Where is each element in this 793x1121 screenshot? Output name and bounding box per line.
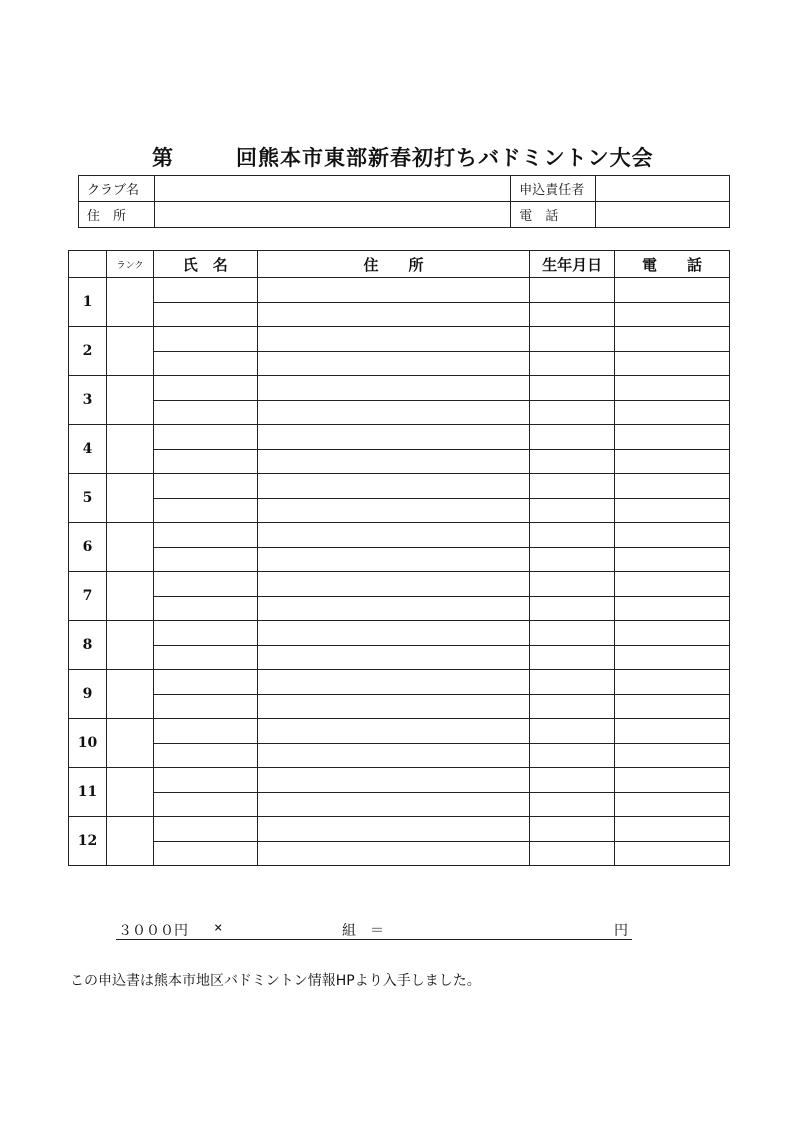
- name-cell[interactable]: [153, 719, 257, 744]
- name-cell[interactable]: [153, 278, 257, 303]
- name-cell[interactable]: [153, 645, 257, 670]
- address-cell[interactable]: [257, 694, 530, 719]
- phone-cell[interactable]: [615, 449, 730, 474]
- address-cell[interactable]: [257, 425, 530, 450]
- rank-cell[interactable]: [106, 523, 153, 572]
- address-cell[interactable]: [257, 596, 530, 621]
- roster-row-sub: [69, 645, 730, 670]
- address-cell[interactable]: [257, 327, 530, 352]
- rank-cell[interactable]: [106, 670, 153, 719]
- roster-row-sub: [69, 351, 730, 376]
- birthdate-cell[interactable]: [530, 327, 615, 352]
- rank-cell[interactable]: [106, 719, 153, 768]
- responsible-person-field[interactable]: [596, 176, 730, 202]
- name-cell[interactable]: [153, 596, 257, 621]
- row-number: 10: [69, 719, 107, 768]
- phone-cell[interactable]: [615, 596, 730, 621]
- roster-row-sub: [69, 596, 730, 621]
- rank-cell[interactable]: [106, 572, 153, 621]
- address-cell[interactable]: [257, 498, 530, 523]
- row-number: 12: [69, 817, 107, 866]
- roster-row: [69, 817, 730, 842]
- name-cell[interactable]: [153, 621, 257, 646]
- phone-cell[interactable]: [615, 572, 730, 597]
- header-number: [69, 251, 107, 278]
- address-cell[interactable]: [257, 645, 530, 670]
- birthdate-cell[interactable]: [530, 351, 615, 376]
- address-cell[interactable]: [257, 817, 530, 842]
- address-cell[interactable]: [257, 621, 530, 646]
- phone-cell[interactable]: [615, 523, 730, 548]
- roster-row: [69, 719, 730, 744]
- address-cell[interactable]: [257, 572, 530, 597]
- fee-line: [0, 920, 793, 944]
- header-phone: 電 話: [615, 251, 730, 278]
- roster-row-sub: [69, 743, 730, 768]
- address-cell[interactable]: [257, 449, 530, 474]
- name-cell[interactable]: [153, 572, 257, 597]
- fee-unit-price: ３０００円: [118, 923, 188, 939]
- address-cell[interactable]: [257, 523, 530, 548]
- phone-cell[interactable]: [615, 302, 730, 327]
- row-number: 5: [69, 474, 107, 523]
- fee-yen: 円: [614, 923, 628, 939]
- name-cell[interactable]: [153, 768, 257, 793]
- birthdate-cell[interactable]: [530, 474, 615, 499]
- roster-row: [69, 768, 730, 793]
- name-cell[interactable]: [153, 376, 257, 401]
- participant-roster-table: [68, 250, 730, 866]
- fee-times: ×: [214, 920, 223, 936]
- rank-cell[interactable]: [106, 474, 153, 523]
- name-cell[interactable]: [153, 400, 257, 425]
- responsible-person-label: 申込責任者: [511, 176, 596, 202]
- phone-cell[interactable]: [615, 768, 730, 793]
- roster-row-sub: [69, 302, 730, 327]
- phone-cell[interactable]: [615, 841, 730, 866]
- phone-cell[interactable]: [615, 817, 730, 842]
- birthdate-cell[interactable]: [530, 596, 615, 621]
- name-cell[interactable]: [153, 474, 257, 499]
- form-title: [0, 138, 793, 170]
- address-cell[interactable]: [257, 278, 530, 303]
- address-cell[interactable]: [257, 474, 530, 499]
- roster-row: [69, 327, 730, 352]
- name-cell[interactable]: [153, 743, 257, 768]
- birthdate-cell[interactable]: [530, 547, 615, 572]
- rank-cell[interactable]: [106, 278, 153, 327]
- name-cell[interactable]: [153, 498, 257, 523]
- phone-cell[interactable]: [615, 474, 730, 499]
- address-cell[interactable]: [257, 400, 530, 425]
- phone-cell[interactable]: [615, 400, 730, 425]
- birthdate-cell[interactable]: [530, 621, 615, 646]
- birthdate-cell[interactable]: [530, 645, 615, 670]
- birthdate-cell[interactable]: [530, 670, 615, 695]
- roster-row-sub: [69, 792, 730, 817]
- roster-row-sub: [69, 547, 730, 572]
- title-prefix: 第: [152, 145, 174, 170]
- phone-cell[interactable]: [615, 351, 730, 376]
- name-cell[interactable]: [153, 327, 257, 352]
- phone-cell[interactable]: [615, 621, 730, 646]
- birthdate-cell[interactable]: [530, 425, 615, 450]
- name-cell[interactable]: [153, 523, 257, 548]
- phone-cell[interactable]: [615, 327, 730, 352]
- name-cell[interactable]: [153, 670, 257, 695]
- rank-cell[interactable]: [106, 621, 153, 670]
- birthdate-cell[interactable]: [530, 792, 615, 817]
- address-label: 住 所: [79, 202, 155, 228]
- address-cell[interactable]: [257, 768, 530, 793]
- name-cell[interactable]: [153, 792, 257, 817]
- phone-cell[interactable]: [615, 694, 730, 719]
- roster-row-sub: [69, 841, 730, 866]
- address-cell[interactable]: [257, 376, 530, 401]
- club-name-field[interactable]: [154, 176, 510, 202]
- address-cell[interactable]: [257, 841, 530, 866]
- roster-row: [69, 523, 730, 548]
- fee-underline: [116, 939, 632, 940]
- footer-note: この申込書は熊本市地区バドミントン情報HPより入手しました。: [70, 973, 481, 989]
- birthdate-cell[interactable]: [530, 376, 615, 401]
- title-main: 回熊本市東部新春初打ちバドミントン大会: [236, 145, 654, 170]
- address-field[interactable]: [154, 202, 510, 228]
- address-cell[interactable]: [257, 547, 530, 572]
- birthdate-cell[interactable]: [530, 841, 615, 866]
- phone-cell[interactable]: [615, 670, 730, 695]
- header-address: 住 所: [257, 251, 530, 278]
- header-birthdate: 生年月日: [530, 251, 615, 278]
- birthdate-cell[interactable]: [530, 743, 615, 768]
- row-number: 11: [69, 768, 107, 817]
- phone-label: 電 話: [511, 202, 596, 228]
- header-rank: ランク: [106, 251, 153, 278]
- applicant-info-table: [78, 175, 730, 228]
- name-cell[interactable]: [153, 449, 257, 474]
- rank-cell[interactable]: [106, 327, 153, 376]
- rank-cell[interactable]: [106, 376, 153, 425]
- birthdate-cell[interactable]: [530, 817, 615, 842]
- rank-cell[interactable]: [106, 768, 153, 817]
- rank-cell[interactable]: [106, 817, 153, 866]
- birthdate-cell[interactable]: [530, 278, 615, 303]
- birthdate-cell[interactable]: [530, 400, 615, 425]
- roster-row: [69, 376, 730, 401]
- birthdate-cell[interactable]: [530, 768, 615, 793]
- address-cell[interactable]: [257, 719, 530, 744]
- phone-cell[interactable]: [615, 792, 730, 817]
- row-number: 8: [69, 621, 107, 670]
- roster-row-sub: [69, 449, 730, 474]
- roster-row-sub: [69, 498, 730, 523]
- row-number: 2: [69, 327, 107, 376]
- birthdate-cell[interactable]: [530, 302, 615, 327]
- roster-row-sub: [69, 694, 730, 719]
- address-cell[interactable]: [257, 351, 530, 376]
- address-cell[interactable]: [257, 792, 530, 817]
- roster-row-sub: [69, 400, 730, 425]
- phone-cell[interactable]: [615, 376, 730, 401]
- phone-cell[interactable]: [615, 743, 730, 768]
- phone-cell[interactable]: [615, 278, 730, 303]
- name-cell[interactable]: [153, 841, 257, 866]
- row-number: 9: [69, 670, 107, 719]
- phone-field[interactable]: [596, 202, 730, 228]
- birthdate-cell[interactable]: [530, 523, 615, 548]
- club-name-label: クラブ名: [79, 176, 155, 202]
- phone-cell[interactable]: [615, 719, 730, 744]
- row-number: 3: [69, 376, 107, 425]
- address-cell[interactable]: [257, 670, 530, 695]
- roster-row: [69, 278, 730, 303]
- name-cell[interactable]: [153, 817, 257, 842]
- rank-cell[interactable]: [106, 425, 153, 474]
- phone-cell[interactable]: [615, 547, 730, 572]
- roster-row: [69, 474, 730, 499]
- name-cell[interactable]: [153, 425, 257, 450]
- address-cell[interactable]: [257, 743, 530, 768]
- phone-cell[interactable]: [615, 425, 730, 450]
- phone-cell[interactable]: [615, 498, 730, 523]
- name-cell[interactable]: [153, 547, 257, 572]
- birthdate-cell[interactable]: [530, 719, 615, 744]
- address-cell[interactable]: [257, 302, 530, 327]
- fee-group-equals: 組 ＝: [342, 923, 384, 939]
- birthdate-cell[interactable]: [530, 498, 615, 523]
- roster-row: [69, 621, 730, 646]
- roster-row: [69, 572, 730, 597]
- name-cell[interactable]: [153, 302, 257, 327]
- roster-row: [69, 425, 730, 450]
- phone-cell[interactable]: [615, 645, 730, 670]
- name-cell[interactable]: [153, 694, 257, 719]
- roster-row: [69, 670, 730, 695]
- header-name: 氏 名: [153, 251, 257, 278]
- row-number: 6: [69, 523, 107, 572]
- name-cell[interactable]: [153, 351, 257, 376]
- birthdate-cell[interactable]: [530, 449, 615, 474]
- row-number: 1: [69, 278, 107, 327]
- row-number: 7: [69, 572, 107, 621]
- birthdate-cell[interactable]: [530, 572, 615, 597]
- row-number: 4: [69, 425, 107, 474]
- birthdate-cell[interactable]: [530, 694, 615, 719]
